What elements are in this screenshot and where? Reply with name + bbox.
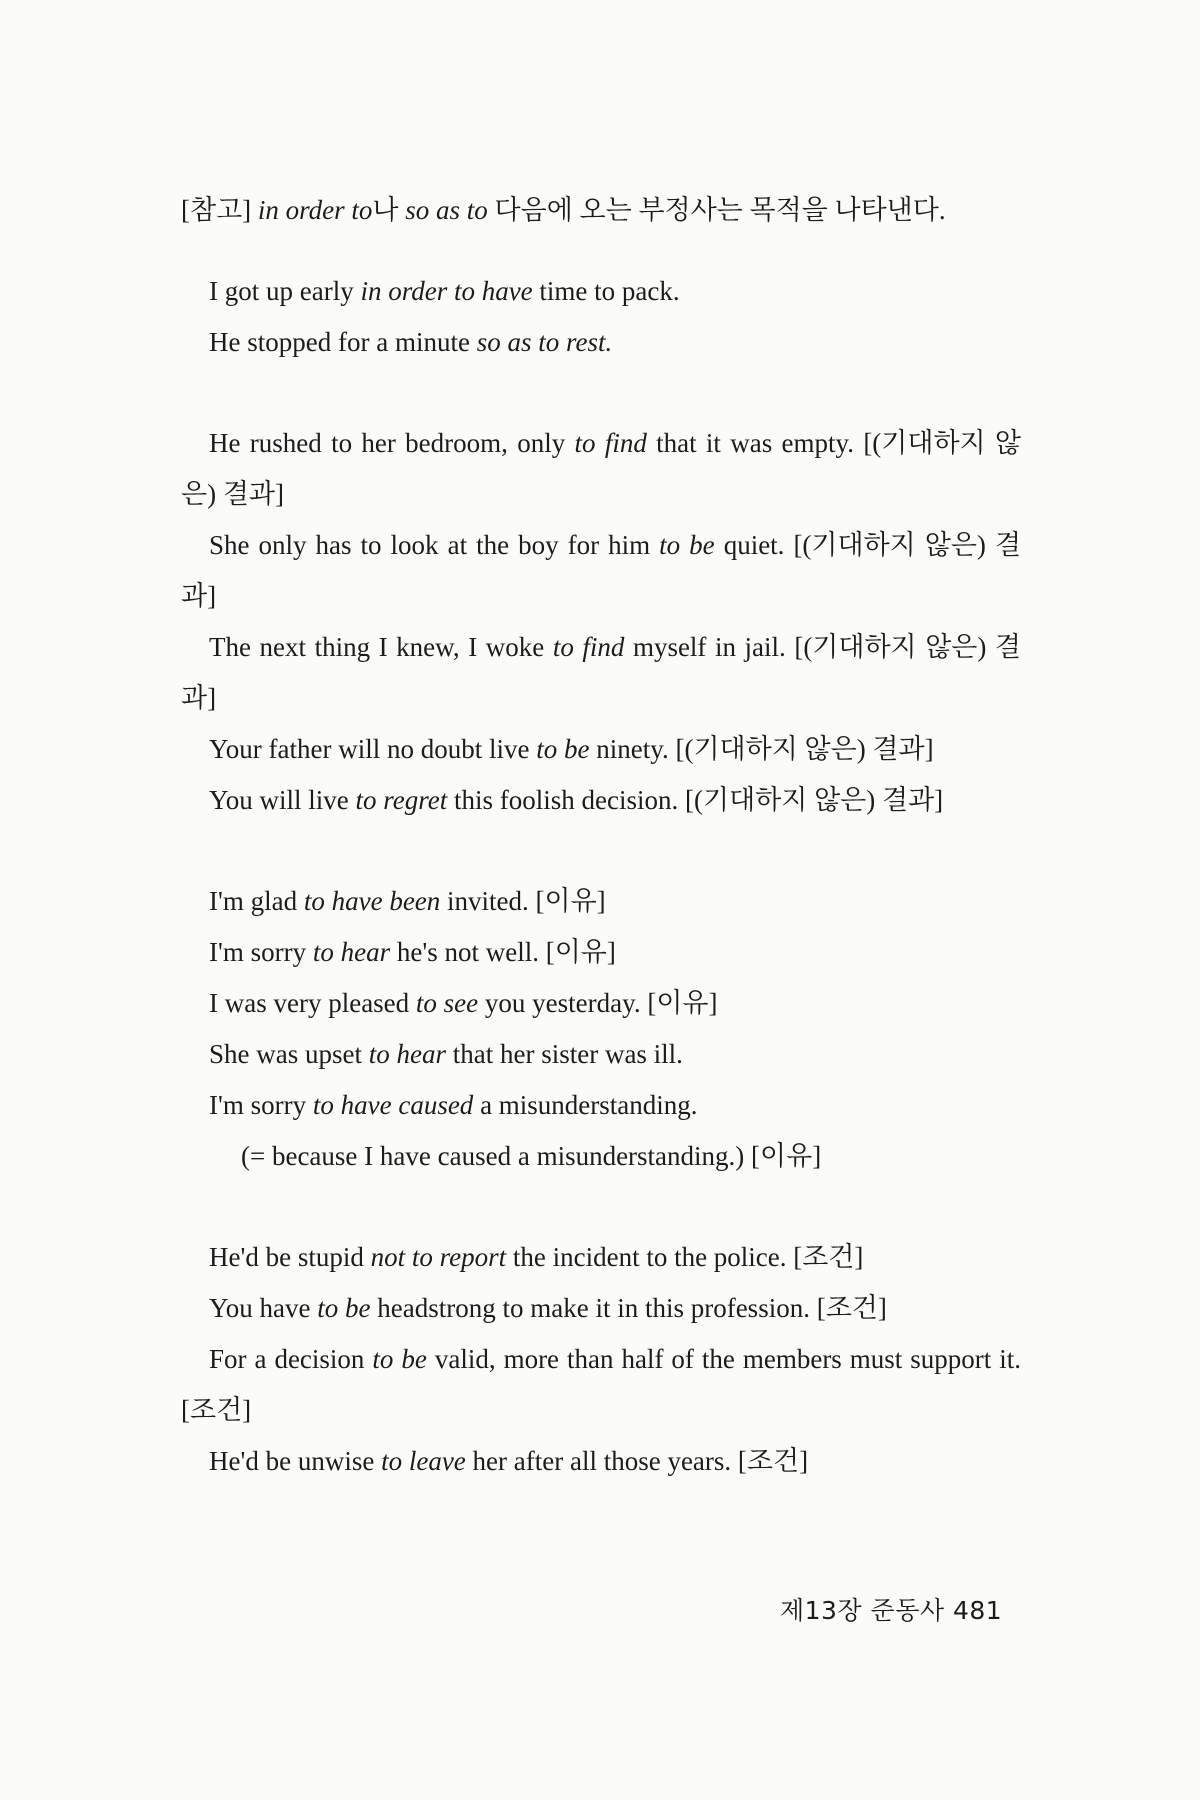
example-sentence <box>181 1334 1021 1436</box>
note-explanation: 다음에 오는 부정사는 목적을 나타낸다. <box>494 195 946 225</box>
note-phrase-so-as-to: so as to <box>405 195 488 225</box>
sentence-text: He rushed to her bedroom, only <box>209 428 566 458</box>
sentence-text: The next thing I knew, I woke <box>209 632 545 662</box>
example-sentence <box>181 520 1021 622</box>
sentence-text: I was very pleased <box>209 988 410 1018</box>
infinitive-phrase: to leave <box>381 1446 466 1476</box>
page-footer <box>780 1585 1002 1636</box>
sentence-text: I'm sorry <box>209 1090 307 1120</box>
note-paragraph <box>181 185 1021 236</box>
example-sentence <box>181 724 1021 775</box>
infinitive-phrase: to hear <box>368 1039 446 1069</box>
sentence-text: I got up early <box>209 276 354 306</box>
infinitive-phrase: to be <box>659 530 715 560</box>
sentence-text: He stopped for a minute <box>209 327 470 357</box>
example-sentence <box>181 876 1021 927</box>
page-number: 481 <box>952 1596 1003 1625</box>
example-sentence <box>181 317 1021 368</box>
sentence-text: For a decision <box>209 1344 365 1374</box>
spacer <box>181 368 1021 418</box>
sentence-text: quiet. [(기대하지 않은) 결과] <box>181 530 1022 611</box>
example-sentence <box>181 927 1021 978</box>
sentence-text: her after all those years. [조건] <box>472 1446 809 1476</box>
sentence-text: I'm glad <box>209 886 298 916</box>
infinitive-phrase: to have been <box>303 886 441 916</box>
infinitive-phrase: so as to rest. <box>476 327 613 357</box>
infinitive-phrase: to have caused <box>312 1090 474 1120</box>
sentence-text: a misunderstanding. <box>480 1090 698 1120</box>
sentence-text: that it was empty. [(기대하지 않은) 결과] <box>181 428 1022 509</box>
sentence-text: headstrong to make it in this profession. [조건] <box>377 1293 887 1323</box>
spacer <box>181 236 1021 266</box>
sentence-text: the incident to the police. [조건] <box>512 1242 864 1272</box>
example-sentence <box>181 775 1021 826</box>
example-sentence <box>181 978 1021 1029</box>
sentence-text: You have <box>209 1293 311 1323</box>
example-sentence <box>181 266 1021 317</box>
infinitive-phrase: not to report <box>370 1242 507 1272</box>
sentence-text: She only has to look at the boy for him <box>209 530 651 560</box>
infinitive-phrase: to be <box>317 1293 371 1323</box>
infinitive-phrase: to hear <box>312 937 391 967</box>
sentence-text: You will live <box>209 785 349 815</box>
paraphrase-line: (= because I have caused a misunderstanding.) [이유] <box>241 1141 822 1171</box>
infinitive-phrase: to be <box>536 734 590 764</box>
infinitive-phrase: in order to have <box>360 276 533 306</box>
sentence-text: that her sister was ill. <box>452 1039 683 1069</box>
spacer <box>181 826 1021 876</box>
example-sentence <box>181 1283 1021 1334</box>
sentence-text: time to pack. <box>539 276 680 306</box>
infinitive-phrase: to see <box>415 988 479 1018</box>
sentence-text: myself in jail. [(기대하지 않은) 결과] <box>181 632 1021 713</box>
chapter-title: 제13장 준동사 <box>780 1596 945 1625</box>
example-sentence <box>181 622 1021 724</box>
spacer <box>181 1182 1021 1232</box>
note-tag: [참고] <box>181 195 252 225</box>
sentence-text: ninety. [(기대하지 않은) 결과] <box>596 734 934 764</box>
sentence-text: he's not well. [이유] <box>396 937 616 967</box>
infinitive-phrase: to find <box>552 632 625 662</box>
example-sentence <box>181 1080 1021 1131</box>
infinitive-phrase: to find <box>574 428 647 458</box>
example-sentence <box>181 1232 1021 1283</box>
sentence-text: He'd be unwise <box>209 1446 375 1476</box>
sentence-text: you yesterday. [이유] <box>484 988 718 1018</box>
sentence-text: invited. [이유] <box>447 886 606 916</box>
sentence-text: I'm sorry <box>209 937 307 967</box>
example-sentence <box>181 1029 1021 1080</box>
sentence-text: this foolish decision. [(기대하지 않은) 결과] <box>454 785 944 815</box>
note-connector: 나 <box>372 195 399 225</box>
sentence-text: She was upset <box>209 1039 362 1069</box>
infinitive-phrase: to regret <box>355 785 448 815</box>
example-sentence <box>181 1436 1021 1487</box>
note-phrase-in-order-to: in order to <box>257 195 373 225</box>
example-sentence <box>181 418 1021 520</box>
infinitive-phrase: to be <box>372 1344 427 1374</box>
sentence-text: Your father will no doubt live <box>209 734 530 764</box>
sentence-text: valid, more than half of the members must support it. [조건] <box>181 1344 1022 1425</box>
sentence-text: He'd be stupid <box>209 1242 364 1272</box>
page-body <box>181 185 1021 1487</box>
